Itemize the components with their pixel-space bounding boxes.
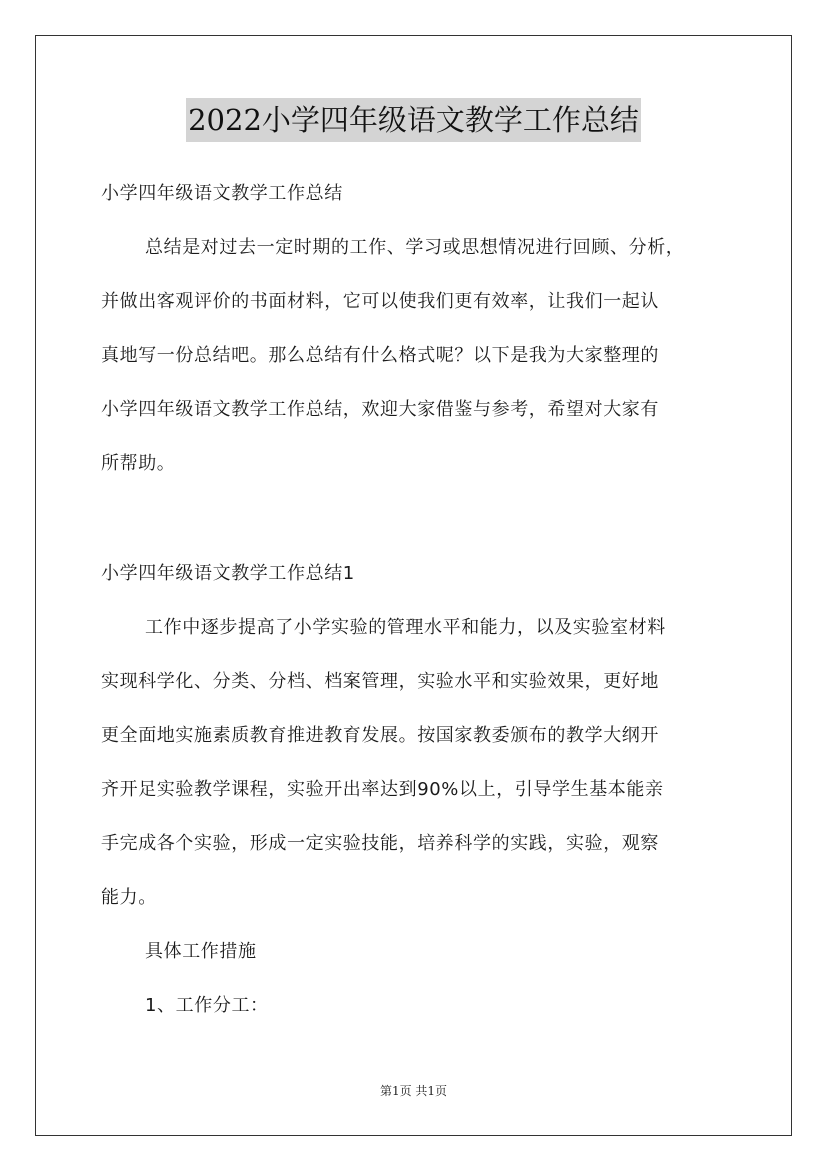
section-subtitle: 小学四年级语文教学工作总结 <box>101 183 343 204</box>
page-number: 第1页 共1页 <box>379 1084 448 1098</box>
paragraph-line: 所帮助。 <box>101 453 176 474</box>
section-subtitle: 小学四年级语文教学工作总结1 <box>101 563 355 584</box>
paragraph-line: 齐开足实验教学课程，实验开出率达到90%以上，引导学生基本能亲 <box>101 779 664 800</box>
title-container <box>0 98 827 142</box>
paragraph-line: 总结是对过去一定时期的工作、学习或思想情况进行回顾、分析， <box>145 237 685 258</box>
document-title: 2022小学四年级语文教学工作总结 <box>186 98 641 142</box>
paragraph-line: 手完成各个实验，形成一定实验技能，培养科学的实践，实验，观察 <box>101 833 659 854</box>
paragraph-line: 实现科学化、分类、分档、档案管理，实验水平和实验效果，更好地 <box>101 671 659 692</box>
paragraph-line: 真地写一份总结吧。那么总结有什么格式呢？以下是我为大家整理的 <box>101 345 659 366</box>
paragraph-line: 并做出客观评价的书面材料，它可以使我们更有效率，让我们一起认 <box>101 291 659 312</box>
section-heading: 具体工作措施 <box>145 941 257 962</box>
paragraph-line: 小学四年级语文教学工作总结，欢迎大家借鉴与参考，希望对大家有 <box>101 399 659 420</box>
list-item: 1、工作分工： <box>145 995 269 1016</box>
paragraph-line: 能力。 <box>101 887 157 908</box>
paragraph-line: 工作中逐步提高了小学实验的管理水平和能力，以及实验室材料 <box>145 617 666 638</box>
paragraph-line: 更全面地实施素质教育推进教育发展。按国家教委颁布的教学大纲开 <box>101 725 659 746</box>
